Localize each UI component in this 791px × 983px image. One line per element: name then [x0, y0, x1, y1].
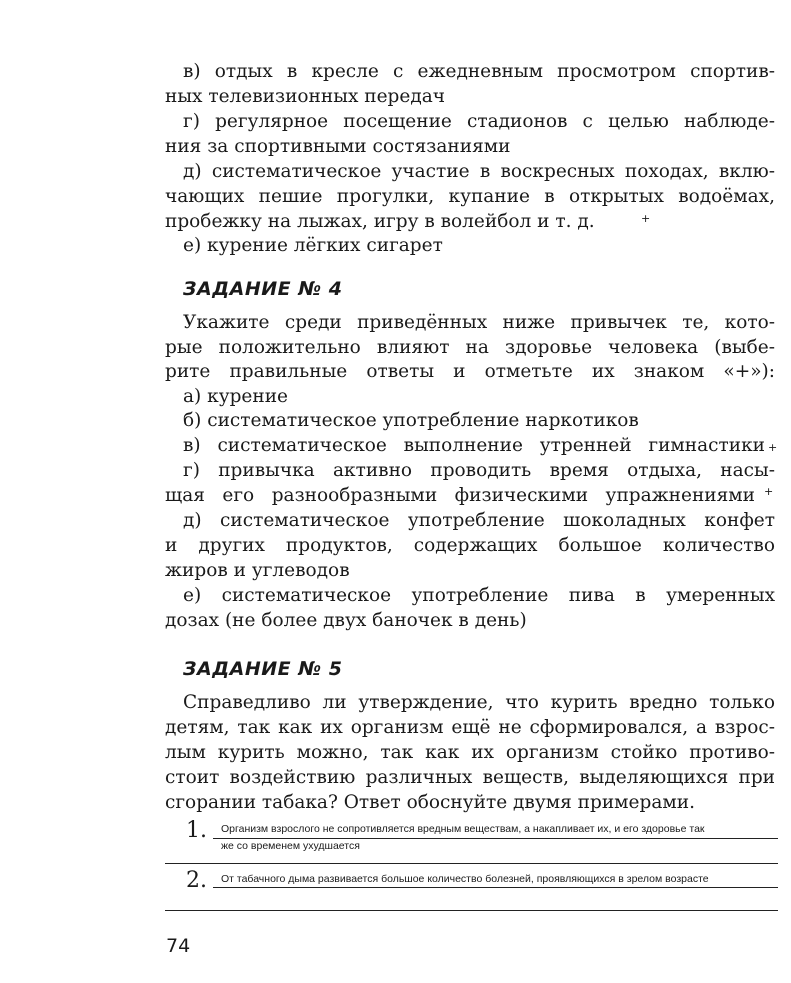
text-line: лым курить можно, так как их организм стойко противо-: [165, 742, 775, 763]
text-line: жиров и углеводов: [165, 560, 350, 581]
text-line: ния за спортивными состязаниями: [165, 136, 511, 157]
text-line: Укажите среди приведённых ниже привычек те, кото-: [183, 312, 775, 333]
answer-line: [165, 863, 778, 864]
text-line: рите правильные ответы и отметьте их знаком «+»):: [165, 361, 775, 382]
answer-line: [165, 910, 778, 911]
text-line: а) курение: [183, 386, 288, 407]
answer-number: 1.: [186, 818, 207, 843]
text-line: г) привычка активно проводить время отдыха, насы-: [183, 460, 775, 481]
text-line: детям, так как их организм ещё не сформировался, а взрос-: [165, 717, 775, 738]
answer-text: От табачного дыма развивается большое количество болезней, проявляющихся в зрелом возрасте: [221, 873, 709, 885]
plus-mark: +: [641, 212, 651, 225]
answer-line: [213, 838, 778, 839]
text-line: д) систематическое употребление шоколадных конфет: [183, 510, 775, 531]
answer-line: [213, 887, 778, 888]
text-line: е) систематическое употребление пива в умеренных: [183, 585, 775, 606]
text-line: пробежку на лыжах, игру в волейбол и т. д.: [165, 211, 595, 232]
text-line: д) систематическое участие в воскресных походах, вклю-: [183, 161, 775, 182]
text-line: ных телевизионных передач: [165, 86, 445, 107]
text-line: сгорании табака? Ответ обоснуйте двумя примерами.: [165, 792, 695, 813]
text-line: дозах (не более двух баночек в день): [165, 610, 527, 631]
page-number: 74: [166, 935, 191, 957]
text-line: б) систематическое употребление наркотиков: [183, 410, 639, 431]
text-line: в) систематическое выполнение утренней гимнастики: [183, 435, 765, 456]
task5-heading: ЗАДАНИЕ № 5: [183, 658, 343, 680]
text-line: Справедливо ли утверждение, что курить вредно только: [183, 692, 775, 713]
text-line: в) отдых в кресле с ежедневным просмотром спортив-: [183, 61, 775, 82]
text-line: г) регулярное посещение стадионов с целью наблюде-: [183, 111, 775, 132]
text-line: и других продуктов, содержащих большое количество: [165, 535, 775, 556]
text-line: чающих пешие прогулки, купание в открытых водоёмах,: [165, 186, 775, 207]
plus-mark: +: [764, 485, 774, 498]
text-line: е) курение лёгких сигарет: [183, 235, 443, 256]
plus-mark: +: [768, 441, 778, 454]
text-line: рые положительно влияют на здоровье человека (выбе-: [165, 337, 775, 358]
answer-text: Организм взрослого не сопротивляется вредным веществам, а накапливает их, и его здоровье так: [221, 823, 705, 835]
text-line: стоит воздействию различных веществ, выделяющихся при: [165, 767, 775, 788]
text-line: щая его разнообразными физическими упражнениями: [165, 485, 755, 506]
answer-text: же со временем ухудшается: [221, 840, 360, 852]
task4-heading: ЗАДАНИЕ № 4: [183, 278, 343, 300]
answer-number: 2.: [186, 868, 207, 893]
